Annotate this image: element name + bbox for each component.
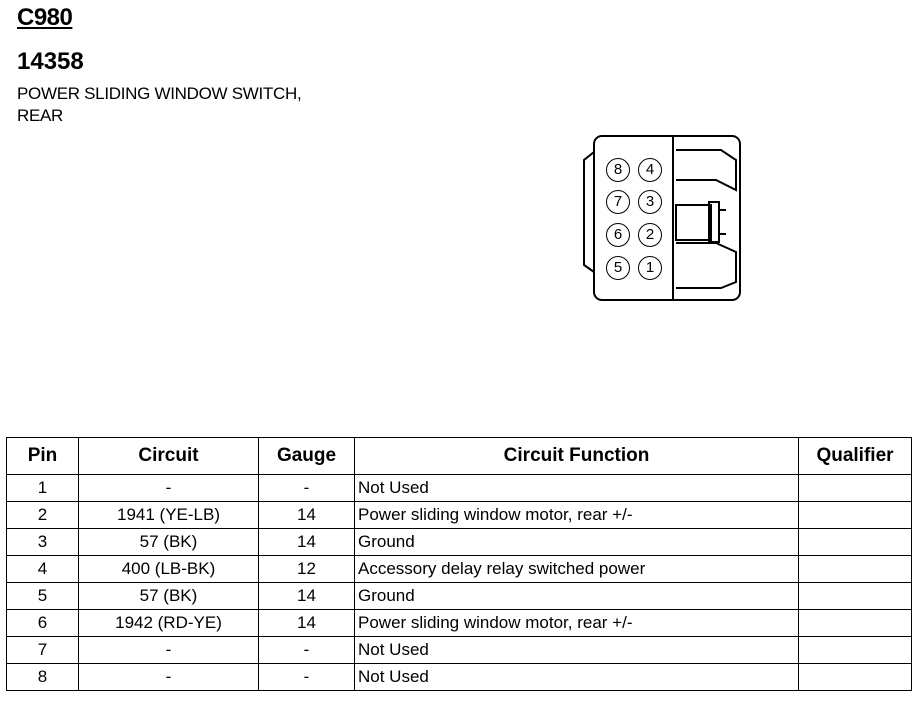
gauge-cell: - (259, 475, 355, 502)
part-number: 14358 (17, 48, 84, 75)
function-cell: Ground (355, 529, 799, 556)
pin-circle: 4 (638, 158, 662, 182)
table-row (7, 637, 912, 664)
table-row (7, 610, 912, 637)
function-cell: Ground (355, 583, 799, 610)
circuit-cell: - (79, 475, 259, 502)
circuit-cell: 400 (LB-BK) (79, 556, 259, 583)
gauge-cell: 14 (259, 529, 355, 556)
function-cell: Power sliding window motor, rear +/- (355, 502, 799, 529)
pin-circle: 7 (606, 190, 630, 214)
table-row (7, 556, 912, 583)
qualifier-cell (799, 475, 912, 502)
circuit-cell: 57 (BK) (79, 583, 259, 610)
component-description-line1: POWER SLIDING WINDOW SWITCH, (17, 84, 302, 103)
circuit-cell: 1941 (YE-LB) (79, 502, 259, 529)
qualifier-cell (799, 583, 912, 610)
component-description-line2: REAR (17, 106, 64, 125)
pin-circle: 2 (638, 223, 662, 247)
circuit-cell: 57 (BK) (79, 529, 259, 556)
qualifier-cell (799, 637, 912, 664)
connector-pin-layout (576, 130, 746, 305)
column-header-gauge: Gauge (259, 438, 355, 475)
qualifier-cell (799, 664, 912, 691)
function-cell: Not Used (355, 475, 799, 502)
qualifier-cell (799, 502, 912, 529)
pinout-table (6, 437, 912, 691)
function-cell: Accessory delay relay switched power (355, 556, 799, 583)
gauge-cell: 12 (259, 556, 355, 583)
table-header-row (7, 438, 912, 475)
pin-circle: 8 (606, 158, 630, 182)
table-row (7, 529, 912, 556)
circuit-cell: - (79, 664, 259, 691)
pin-circle: 1 (638, 256, 662, 280)
pin-circle: 6 (606, 223, 630, 247)
pin-cell: 5 (7, 583, 79, 610)
pin-cell: 2 (7, 502, 79, 529)
gauge-cell: 14 (259, 502, 355, 529)
pin-cell: 1 (7, 475, 79, 502)
function-cell: Not Used (355, 664, 799, 691)
pin-cell: 8 (7, 664, 79, 691)
pin-cell: 7 (7, 637, 79, 664)
function-cell: Power sliding window motor, rear +/- (355, 610, 799, 637)
gauge-cell: - (259, 664, 355, 691)
pin-circle: 3 (638, 190, 662, 214)
pin-cell: 4 (7, 556, 79, 583)
pin-circle: 5 (606, 256, 630, 280)
gauge-cell: 14 (259, 610, 355, 637)
qualifier-cell (799, 556, 912, 583)
column-header-circuit: Circuit (79, 438, 259, 475)
table-row (7, 475, 912, 502)
column-header-pin: Pin (7, 438, 79, 475)
connector-id: C980 (17, 4, 73, 31)
circuit-cell: - (79, 637, 259, 664)
table-row (7, 502, 912, 529)
function-cell: Not Used (355, 637, 799, 664)
column-header-qualifier: Qualifier (799, 438, 912, 475)
gauge-cell: - (259, 637, 355, 664)
pin-cell: 3 (7, 529, 79, 556)
qualifier-cell (799, 610, 912, 637)
qualifier-cell (799, 529, 912, 556)
table-row (7, 664, 912, 691)
table-row (7, 583, 912, 610)
column-header-circuit-function: Circuit Function (355, 438, 799, 475)
gauge-cell: 14 (259, 583, 355, 610)
pin-cell: 6 (7, 610, 79, 637)
circuit-cell: 1942 (RD-YE) (79, 610, 259, 637)
